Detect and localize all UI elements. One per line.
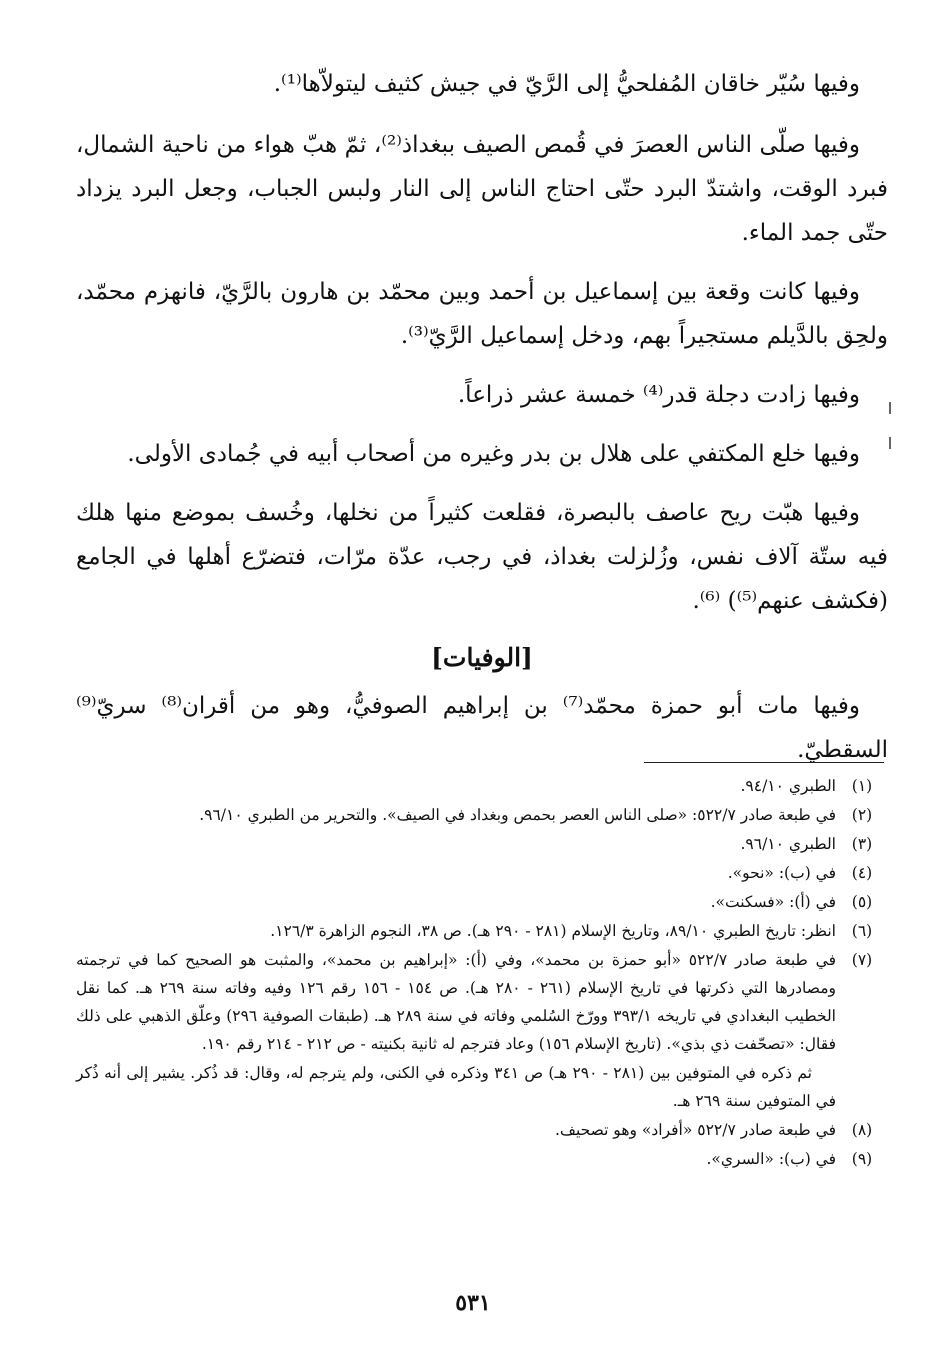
footnote-text: الطبري ٩٦/١٠. [740,835,836,853]
paragraph: وفيها صلّى الناس العصرَ في قُمص الصيف ببغداذ⁽²⁾، ثمّ هبّ هواء من ناحية الشمال، فبرد الوقت، واشتدّ البرد حتّى احتاج الناس إلى النار ولبس الجباب، وجعل البرد يزداد حتّى جمد الماء. [76,132,888,246]
main-text [76,62,888,787]
footnote [76,1145,888,1173]
footnote-number: (٨) [851,1121,873,1139]
footnote-number: (٦) [851,922,873,940]
footnotes [76,772,888,1174]
footnote-number: (٧) [851,951,873,969]
footnote-number: (٢) [851,806,873,824]
footnote-text: في (ب): «نحو». [727,864,836,882]
paragraph: وفيها سُيّر خاقان المُفلحيُّ إلى الرَّيّ في جيش كثيف ليتولاّها⁽¹⁾. [273,71,860,97]
footnote-text: انظر: تاريخ الطبري ٨٩/١٠، وتاريخ الإسلام (٢٨١ - ٢٩٠ هـ). ص ٣٨، النجوم الزاهرة ١٢٦/٣. [270,922,836,940]
page-number: ٥٣١ [455,1290,491,1316]
footnote [76,946,888,1058]
footnote-continuation [76,1059,888,1115]
paragraph: وفيها خلع المكتفي على هلال بن بدر وغيره من أصحاب أبيه في جُمادى الأولى. [127,441,860,467]
footnote-text: الطبري ٩٤/١٠. [740,777,836,795]
footnote-text: في طبعة صادر ٥٢٢/٧ «أبو حمزة بن محمد»، وفي (أ): «إبراهيم بن محمد»، والمثبت هو الصحيح كما في ترجمته ومصادرها التي ذكرتها في تاريخ الإسلام (٢٦١ - ٢٨٠ هـ). ص ١٥٤ - ١٥٦ رقم ١٢٦ وفيه وفاته سنة ٢٦٩ هـ. كما نقل الخطيب البغدادي في تاريخه ٣٩٣/١ وورّخ السُلمي وفاته في سنة ٢٨٩ هـ. (طبقات الصوفية ٢٩٦) وعلّق الذهبي على ذلك فقال: «تصحّفت ذي بذي». (تاريخ الإسلام ١٥٦) وعاد فترجم له ثانية بكنيته - ص ٢١٢ - ٢١٤ رقم ١٩٠. [76,951,837,1053]
paragraph: وفيها هبّت ريح عاصف بالبصرة، فقلعت كثيراً من نخلها، وخُسف بموضع منها هلك فيه ستّة آلاف نفس، وزُلزلت بغداذ، في رجب، عدّة مرّات، فتضرّع أهلها في الجامع (فكشف عنهم⁽⁵⁾) ⁽⁶⁾. [76,500,888,614]
footnote-number: (٣) [851,835,873,853]
paragraph: وفيها زادت دجلة قدر⁽⁴⁾ خمسة عشر ذراعاً. [457,382,860,408]
paragraph: وفيها مات أبو حمزة محمّد⁽⁷⁾ بن إبراهيم الصوفيُّ، وهو من أقران⁽⁸⁾ سريّ⁽⁹⁾ السقطيّ. [76,693,888,763]
margin-mark [889,402,891,414]
footnote-text: في (أ): «فسكنت». [710,893,836,911]
margin-mark [889,437,891,449]
footnote [76,917,888,945]
footnote-text: في طبعة صادر ٥٢٢/٧: «صلى الناس العصر بحمص وبغداد في الصيف». والتحرير من الطبري ٩٦/١٠. [199,806,836,824]
footnote-number: (٩) [851,1150,873,1168]
footnote [76,859,888,887]
footnote-separator [644,762,884,763]
footnote [76,801,888,829]
footnote-number: (١) [851,777,873,795]
footnote [76,830,888,858]
section-heading: [الوفيات] [431,643,533,672]
footnote [76,888,888,916]
footnote-number: (٥) [851,893,873,911]
footnote-text: ثم ذكره في المتوفين بين (٢٨١ - ٢٩٠ هـ) ص ٣٤١ وذكره في الكنى، ولم يترجم له، وقال: قد ذُكر. يشير إلى أنه ذُكر في المتوفين سنة ٢٦٩ هـ. [76,1064,836,1110]
footnote [76,1116,888,1144]
paragraph: وفيها كانت وقعة بين إسماعيل بن أحمد وبين محمّد بن هارون بالرَّيّ، فانهزم محمّد، ولحِق بالدَّيلم مستجيراً بهم، ودخل إسماعيل الرَّيّ⁽³⁾. [76,279,888,349]
footnote-text: في طبعة صادر ٥٢٢/٧ «أفراد» وهو تصحيف. [554,1121,836,1139]
footnote [76,772,888,800]
footnote-number: (٤) [851,864,873,882]
footnote-text: في (ب): «السري». [706,1150,836,1168]
